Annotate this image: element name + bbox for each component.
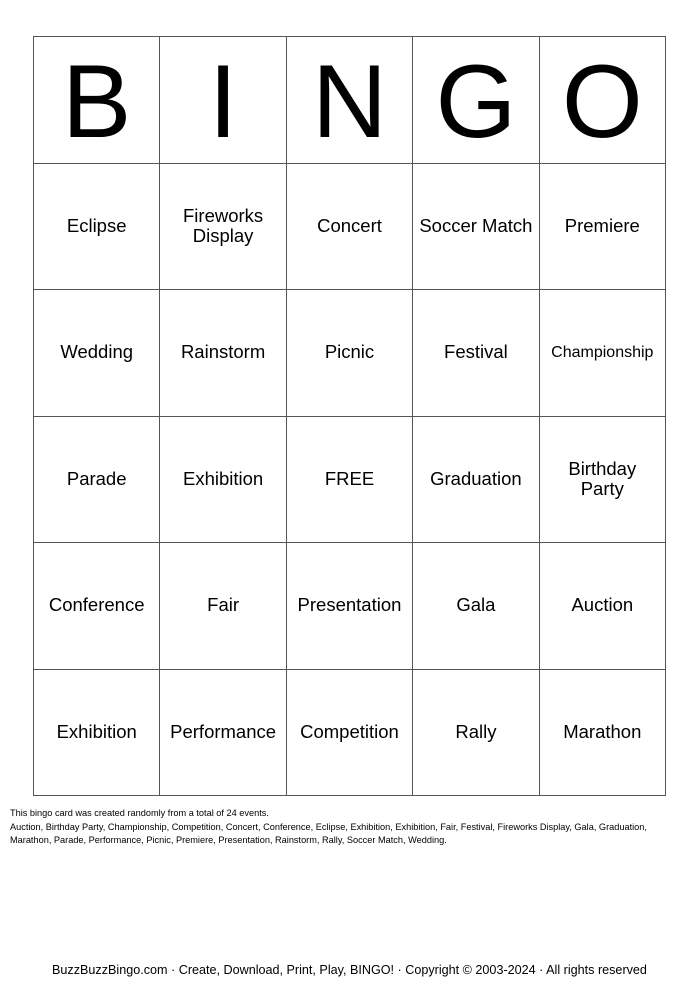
- card-description: [10, 807, 690, 848]
- header-letter-n: N: [287, 37, 413, 164]
- header-letter-o: O: [540, 37, 666, 164]
- bingo-cell: Parade: [34, 417, 160, 544]
- bingo-cell: Rally: [413, 670, 539, 797]
- bingo-cell: Rainstorm: [160, 290, 286, 417]
- bingo-cell: Fair: [160, 543, 286, 670]
- header-letter-b: B: [34, 37, 160, 164]
- bingo-cell: Presentation: [287, 543, 413, 670]
- bingo-cell: Concert: [287, 164, 413, 291]
- bingo-cell: Soccer Match: [413, 164, 539, 291]
- bingo-cell: Marathon: [540, 670, 666, 797]
- bingo-cell: Fireworks Display: [160, 164, 286, 291]
- bingo-cell: Birthday Party: [540, 417, 666, 544]
- bingo-cell: Competition: [287, 670, 413, 797]
- bingo-cell: Auction: [540, 543, 666, 670]
- bingo-cell: Exhibition: [160, 417, 286, 544]
- header-letter-i: I: [160, 37, 286, 164]
- bingo-card: [33, 36, 666, 796]
- bingo-cell: Graduation: [413, 417, 539, 544]
- bingo-cell: Exhibition: [34, 670, 160, 797]
- card-description-summary: This bingo card was created randomly from a total of 24 events.: [10, 808, 269, 818]
- header-letter-g: G: [413, 37, 539, 164]
- bingo-cell: Eclipse: [34, 164, 160, 291]
- bingo-cell: Championship: [540, 290, 666, 417]
- bingo-cell: Festival: [413, 290, 539, 417]
- free-space-cell: FREE: [287, 417, 413, 544]
- card-description-word-list: Auction, Birthday Party, Championship, Competition, Concert, Conference, Eclipse, Exhibition, Exhibition, Fair, Festival, Fireworks Display, Gala, Graduation, Marathon, Parade, Performance, Picnic, Premiere, Presentation, Rainstorm, Rally, Soccer Match, Wedding.: [10, 821, 647, 845]
- bingo-cell: Picnic: [287, 290, 413, 417]
- bingo-cell: Premiere: [540, 164, 666, 291]
- bingo-cell: Wedding: [34, 290, 160, 417]
- bingo-cell: Conference: [34, 543, 160, 670]
- bingo-cell: Gala: [413, 543, 539, 670]
- bingo-cell: Performance: [160, 670, 286, 797]
- page-footer: BuzzBuzzBingo.com · Create, Download, Print, Play, BINGO! · Copyright © 2003-2024 · All rights reserved: [52, 963, 647, 977]
